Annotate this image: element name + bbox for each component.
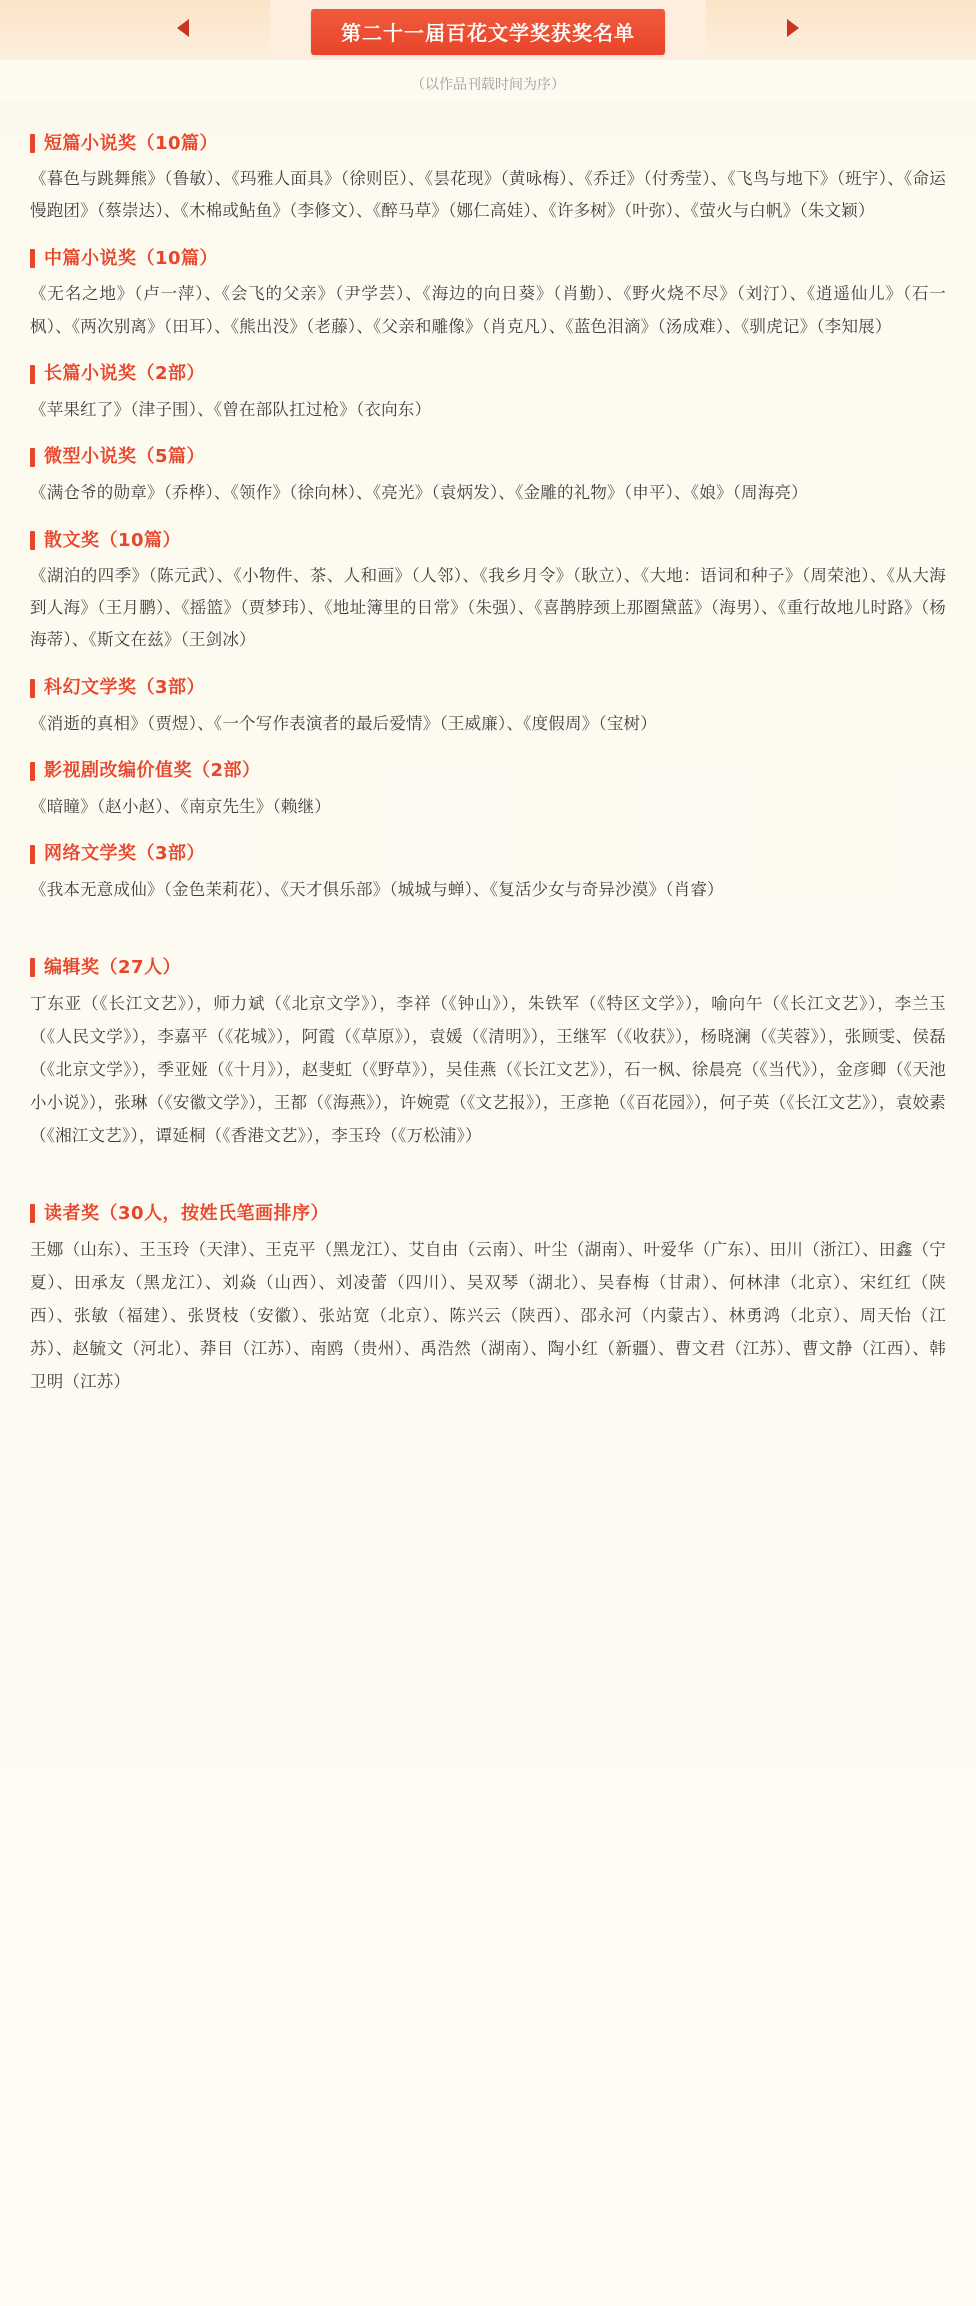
section-title: 短篇小说奖（10篇） bbox=[44, 132, 219, 154]
section-reader-award bbox=[30, 1204, 946, 1398]
section-header bbox=[30, 448, 946, 467]
section-novella bbox=[30, 249, 946, 342]
section-title: 影视剧改编价值奖（2部） bbox=[44, 760, 261, 782]
header-decoration-right bbox=[706, 0, 976, 60]
section-short-story bbox=[30, 134, 946, 227]
section-header bbox=[30, 249, 946, 268]
section-header bbox=[30, 1204, 946, 1223]
section-body: 《我本无意成仙》（金色茉莉花）、《天才俱乐部》（城城与蝉）、《复活少女与奇异沙漠》（肖睿） bbox=[30, 879, 724, 899]
header-decoration-left bbox=[0, 0, 270, 60]
spacer bbox=[30, 1168, 946, 1182]
section-body: 《消逝的真相》（贾煜）、《一个写作表演者的最后爱情》（王威廉）、《度假周》（宝树） bbox=[30, 713, 657, 733]
section-title: 编辑奖（27人） bbox=[44, 956, 182, 978]
section-body: 《湖泊的四季》（陈元武）、《小物件、茶、人和画》（人邻）、《我乡月令》（耿立）、《大地：语词和种子》（周荣池）、《从大海到人海》（王月鹏）、《摇篮》（贾梦玮）、《地址簿里的日常》（朱强）、《喜鹊脖颈上那圈黛蓝》（海男）、《重行故地儿时路》（杨海蒂）、《斯文在兹》（王剑冰） bbox=[30, 566, 946, 650]
section-scifi bbox=[30, 679, 946, 740]
ribbon-tail-right-icon bbox=[787, 19, 799, 37]
award-list bbox=[0, 100, 976, 1444]
section-marker-icon bbox=[30, 679, 35, 698]
spacer bbox=[30, 922, 946, 936]
section-body: 《满仓爷的勋章》（乔桦）、《领作》（徐向林）、《亮光》（袁炳发）、《金雕的礼物》（申平）、《娘》（周海亮） bbox=[30, 482, 808, 502]
section-marker-icon bbox=[30, 134, 35, 153]
section-marker-icon bbox=[30, 531, 35, 550]
section-marker-icon bbox=[30, 845, 35, 864]
section-title: 网络文学奖（3部） bbox=[44, 843, 206, 865]
section-header bbox=[30, 958, 946, 977]
header-banner bbox=[0, 0, 976, 60]
section-title: 科幻文学奖（3部） bbox=[44, 677, 206, 699]
section-header bbox=[30, 679, 946, 698]
section-title: 读者奖（30人，按姓氏笔画排序） bbox=[44, 1202, 330, 1224]
page-subtitle: （以作品刊载时间为序） bbox=[0, 60, 976, 100]
section-body: 丁东亚（《长江文艺》），师力斌（《北京文学》），李祥（《钟山》），朱铁军（《特区文学》），喻向午（《长江文艺》），李兰玉（《人民文学》），李嘉平（《花城》），阿霞（《草原》），袁媛（《清明》），王继军（《收获》），杨晓澜（《芙蓉》），张顾雯、侯磊（《北京文学》），季亚娅（《十月》），赵斐虹（《野草》），吴佳燕（《长江文艺》），石一枫、徐晨亮（《当代》），金彦卿（《天池小小说》），张琳（《安徽文学》），王都（《海燕》），许婉霓（《文艺报》），王彦艳（《百花园》），何子英（《长江文艺》），袁姣素（《湘江文艺》），谭延桐（《香港文艺》），李玉玲（《万松浦》） bbox=[30, 994, 946, 1146]
section-body: 《暗瞳》（赵小赵）、《南京先生》（赖继） bbox=[30, 796, 331, 816]
section-marker-icon bbox=[30, 448, 35, 467]
section-marker-icon bbox=[30, 249, 35, 268]
section-marker-icon bbox=[30, 1204, 35, 1223]
section-body: 《无名之地》（卢一萍）、《会飞的父亲》（尹学芸）、《海边的向日葵》（肖勤）、《野火烧不尽》（刘汀）、《逍遥仙儿》（石一枫）、《两次别离》（田耳）、《熊出没》（老藤）、《父亲和雕像》（肖克凡）、《蓝色泪滴》（汤成难）、《驯虎记》（李知展） bbox=[30, 284, 946, 336]
section-body: 《苹果红了》（津子围）、《曾在部队扛过枪》（衣向东） bbox=[30, 399, 432, 419]
page-title: 第二十一届百花文学奖获奖名单 bbox=[311, 9, 665, 55]
section-header bbox=[30, 845, 946, 864]
section-micro-fiction bbox=[30, 448, 946, 509]
section-header bbox=[30, 365, 946, 384]
section-header bbox=[30, 531, 946, 550]
section-header bbox=[30, 134, 946, 153]
section-editor-award bbox=[30, 958, 946, 1152]
section-title: 中篇小说奖（10篇） bbox=[44, 247, 219, 269]
section-body: 《暮色与跳舞熊》（鲁敏）、《玛雅人面具》（徐则臣）、《昙花现》（黄咏梅）、《乔迁》（付秀莹）、《飞鸟与地下》（班宇）、《命运慢跑团》（蔡崇达）、《木棉或鲇鱼》（李修文）、《醉马草》（娜仁高娃）、《许多树》（叶弥）、《萤火与白帆》（朱文颖） bbox=[30, 169, 946, 221]
section-marker-icon bbox=[30, 762, 35, 781]
section-header bbox=[30, 762, 946, 781]
section-prose bbox=[30, 531, 946, 657]
section-novel bbox=[30, 365, 946, 426]
section-adaptation-value bbox=[30, 762, 946, 823]
section-web-literature bbox=[30, 845, 946, 906]
section-body: 王娜（山东）、王玉玲（天津）、王克平（黑龙江）、艾自由（云南）、叶尘（湖南）、叶爱华（广东）、田川（浙江）、田鑫（宁夏）、田承友（黑龙江）、刘焱（山西）、刘凌蕾（四川）、吴双琴（湖北）、吴春梅（甘肃）、何林津（北京）、宋红红（陕西）、张敏（福建）、张贤枝（安徽）、张站宽（北京）、陈兴云（陕西）、邵永河（内蒙古）、林勇鸿（北京）、周天怡（江苏）、赵毓文（河北）、莽目（江苏）、南鸥（贵州）、禹浩然（湖南）、陶小红（新疆）、曹文君（江苏）、曹文静（江西）、韩卫明（江苏） bbox=[30, 1240, 946, 1392]
section-marker-icon bbox=[30, 958, 35, 977]
section-title: 散文奖（10篇） bbox=[44, 529, 182, 551]
section-title: 长篇小说奖（2部） bbox=[44, 363, 206, 385]
section-marker-icon bbox=[30, 365, 35, 384]
section-title: 微型小说奖（5篇） bbox=[44, 446, 206, 468]
ribbon-tail-left-icon bbox=[177, 19, 189, 37]
